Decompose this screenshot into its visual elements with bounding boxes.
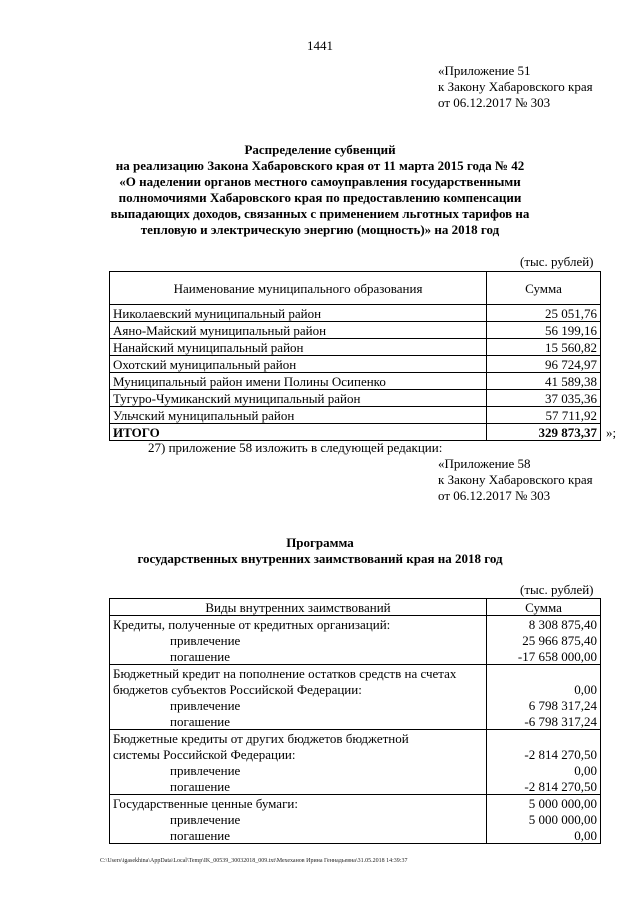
group-name: Государственные ценные бумаги:: [110, 795, 487, 812]
total-sum: 329 873,37: [487, 424, 601, 441]
group-row: [110, 616, 601, 633]
group-name: бюджетов субъектов Российской Федерации:: [110, 681, 487, 697]
row-name: Тугуро-Чумиканский муниципальный район: [110, 390, 487, 407]
table-row: [110, 778, 601, 795]
total-row: [110, 424, 601, 441]
row-sum: 0,00: [487, 762, 601, 778]
row-name: Охотский муниципальный район: [110, 356, 487, 373]
table-row: [110, 356, 601, 373]
annex-58-header: [438, 456, 593, 504]
table-row: [110, 305, 601, 322]
title1-line3: «О наделении органов местного самоуправления государственными: [119, 174, 521, 189]
row-name: Аяно-Майский муниципальный район: [110, 322, 487, 339]
group-row: [110, 730, 601, 747]
row-label: привлечение: [110, 697, 487, 713]
title1-line6: тепловую и электрическую энергию (мощность)» на 2018 год: [140, 222, 500, 237]
row-sum: 5 000 000,00: [487, 811, 601, 827]
total-label: ИТОГО: [110, 424, 487, 441]
quote-close: »;: [606, 425, 617, 440]
group-row: [110, 795, 601, 812]
table-header-row: [110, 599, 601, 616]
title1-line2: на реализацию Закона Хабаровского края от 11 марта 2015 года № 42: [115, 158, 525, 173]
title2-line2: государственных внутренних заимствований края на 2018 год: [137, 551, 503, 566]
group-name: системы Российской Федерации:: [110, 746, 487, 762]
table-row: [110, 811, 601, 827]
empty-cell: [487, 665, 601, 682]
row-sum: 6 798 317,24: [487, 697, 601, 713]
group-row-cont: [110, 746, 601, 762]
table-row: [110, 713, 601, 730]
title2-line1: Программа: [286, 535, 354, 550]
row-sum: 57 711,92: [487, 407, 601, 424]
table-row: [110, 390, 601, 407]
borrowing-program-title: [90, 535, 550, 567]
group-sum: -2 814 270,50: [487, 746, 601, 762]
row-sum: -17 658 000,00: [487, 648, 601, 665]
row-sum: -2 814 270,50: [487, 778, 601, 795]
subvention-title: [90, 142, 550, 238]
table-row: [110, 827, 601, 844]
annex-58-line2: к Закону Хабаровского края: [438, 472, 593, 487]
subvention-table: [109, 271, 601, 441]
row-sum: 0,00: [487, 827, 601, 844]
annex-51-line1: «Приложение 51: [438, 63, 531, 78]
title1-line1: Распределение субвенций: [244, 142, 396, 157]
group-sum: 0,00: [487, 681, 601, 697]
table-row: [110, 407, 601, 424]
table-row: [110, 373, 601, 390]
table-row: [110, 762, 601, 778]
amendment-paragraph: 27) приложение 58 изложить в следующей редакции:: [148, 440, 443, 455]
col-header-name: Наименование муниципального образования: [110, 272, 487, 305]
page-number: 1441: [307, 38, 333, 53]
row-label: погашение: [110, 778, 487, 795]
table-header-row: [110, 272, 601, 305]
empty-cell: [487, 730, 601, 747]
annex-51-line3: от 06.12.2017 № 303: [438, 95, 551, 110]
group-row: [110, 665, 601, 682]
row-sum: 37 035,36: [487, 390, 601, 407]
row-name: Николаевский муниципальный район: [110, 305, 487, 322]
group-row-cont: [110, 681, 601, 697]
borrowing-table: [109, 598, 601, 844]
group-sum: 5 000 000,00: [487, 795, 601, 812]
row-label: привлечение: [110, 762, 487, 778]
row-sum: -6 798 317,24: [487, 713, 601, 730]
table-row: [110, 322, 601, 339]
table-row: [110, 339, 601, 356]
row-sum: 25 966 875,40: [487, 632, 601, 648]
row-name: Ульчский муниципальный район: [110, 407, 487, 424]
annex-58-line1: «Приложение 58: [438, 456, 531, 471]
row-sum: 15 560,82: [487, 339, 601, 356]
row-label: погашение: [110, 713, 487, 730]
group-name: Кредиты, полученные от кредитных организаций:: [110, 616, 487, 633]
title1-line5: выпадающих доходов, связанных с применением льготных тарифов на: [110, 206, 530, 221]
row-sum: 41 589,38: [487, 373, 601, 390]
annex-58-line3: от 06.12.2017 № 303: [438, 488, 551, 503]
table2-unit: (тыс. рублей): [520, 582, 594, 597]
row-name: Муниципальный район имени Полины Осипенко: [110, 373, 487, 390]
row-label: погашение: [110, 827, 487, 844]
annex-51-line2: к Закону Хабаровского края: [438, 79, 593, 94]
row-name: Нанайский муниципальный район: [110, 339, 487, 356]
title1-line4: полномочиями Хабаровского края по предоставлению компенсации: [118, 190, 522, 205]
table1-unit: (тыс. рублей): [520, 254, 594, 269]
table-row: [110, 697, 601, 713]
group-name: Бюджетный кредит на пополнение остатков средств на счетах: [110, 665, 487, 682]
col-header-name: Виды внутренних заимствований: [110, 599, 487, 616]
table-row: [110, 632, 601, 648]
group-name: Бюджетные кредиты от других бюджетов бюджетной: [110, 730, 487, 747]
file-path-footer: C:\Users\igasekhina\AppData\Local\Temp\IK_00539_30032018_009.txt\Мехеханов Ирина Геннадьевна\31.05.2018 14:39:37: [100, 858, 408, 864]
col-header-sum: Сумма: [487, 272, 601, 305]
table-row: [110, 648, 601, 665]
row-sum: 25 051,76: [487, 305, 601, 322]
row-label: привлечение: [110, 632, 487, 648]
row-sum: 96 724,97: [487, 356, 601, 373]
col-header-sum: Сумма: [487, 599, 601, 616]
annex-51-header: [438, 63, 593, 111]
row-sum: 56 199,16: [487, 322, 601, 339]
row-label: привлечение: [110, 811, 487, 827]
row-label: погашение: [110, 648, 487, 665]
group-sum: 8 308 875,40: [487, 616, 601, 633]
